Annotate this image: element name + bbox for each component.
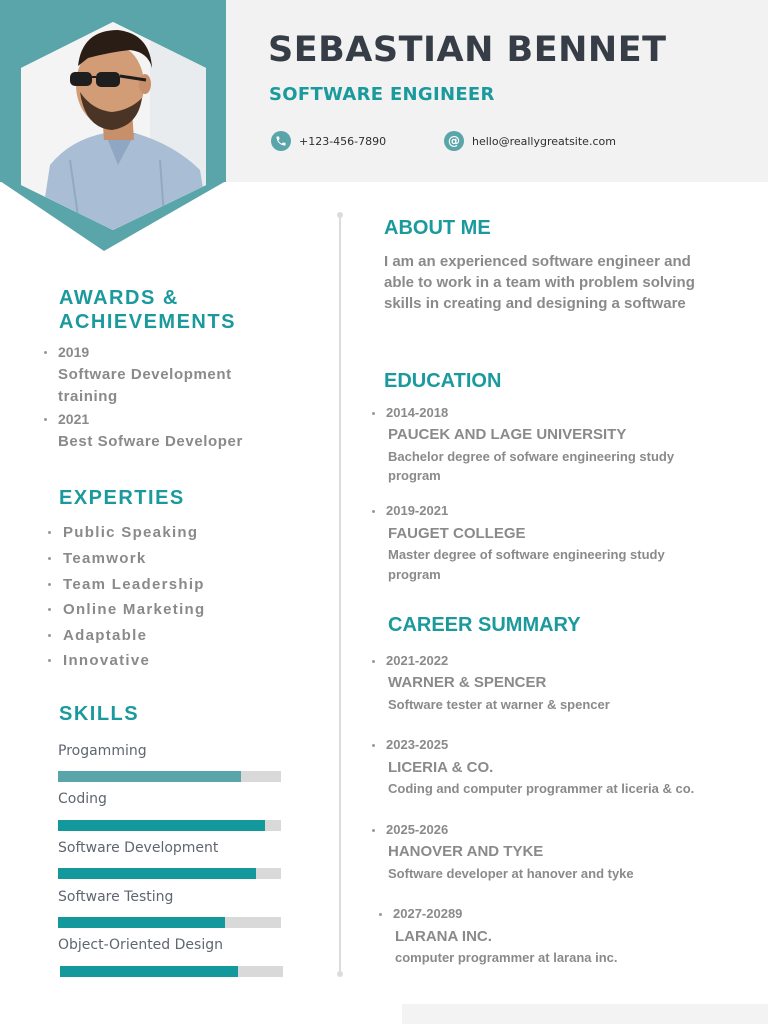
award-year: 2019 (58, 344, 90, 360)
education-years: 2014-2018 (386, 405, 449, 420)
bullet (372, 744, 375, 747)
phone-icon (271, 131, 291, 151)
skill-bar (60, 966, 283, 977)
bullet (379, 913, 382, 916)
bullet (48, 634, 51, 637)
expertise-item: Online Marketing (63, 601, 206, 618)
awards-title-line2: ACHIEVEMENTS (59, 311, 236, 333)
education-title: EDUCATION (384, 370, 502, 392)
skill-bar-fill (58, 820, 265, 831)
phone-number: +123-456-7890 (299, 134, 387, 148)
skill-bar-fill (58, 917, 225, 928)
profile-photo (0, 0, 226, 252)
career-description: Software developer at hanover and tyke (388, 866, 634, 881)
column-divider (339, 216, 341, 974)
career-description: Software tester at warner & spencer (388, 697, 610, 712)
skill-bar (58, 820, 281, 831)
bullet (372, 510, 375, 513)
skills-title: SKILLS (59, 703, 140, 725)
skill-label: Progamming (58, 743, 147, 759)
education-institution: PAUCEK AND LAGE UNIVERSITY (388, 426, 627, 443)
expertise-item: Adaptable (63, 627, 148, 644)
career-years: 2023-2025 (386, 737, 449, 752)
skill-bar (58, 868, 281, 879)
bullet (372, 660, 375, 663)
bullet (372, 412, 375, 415)
skill-label: Software Development (58, 840, 219, 856)
career-company: LARANA INC. (395, 928, 492, 945)
award-year: 2021 (58, 411, 90, 427)
divider-dot-bottom (337, 971, 343, 977)
bullet (48, 583, 51, 586)
career-title: CAREER SUMMARY (388, 614, 581, 636)
education-description-cont: program (388, 567, 441, 582)
education-institution: FAUGET COLLEGE (388, 525, 526, 542)
bullet (48, 531, 51, 534)
career-years: 2027-20289 (393, 906, 463, 921)
job-title: SOFTWARE ENGINEER (269, 84, 495, 105)
awards-title-line1: AWARDS & (59, 287, 179, 309)
bullet (48, 557, 51, 560)
career-company: WARNER & SPENCER (388, 674, 547, 691)
education-description: Master degree of software engineering study (388, 547, 665, 562)
award-name: Software Development (58, 366, 232, 383)
skill-label: Object-Oriented Design (58, 937, 223, 953)
bullet (44, 351, 47, 354)
career-years: 2021-2022 (386, 653, 449, 668)
skill-label: Software Testing (58, 889, 174, 905)
experties-title: EXPERTIES (59, 487, 185, 509)
education-description-cont: program (388, 468, 441, 483)
bullet (44, 418, 47, 421)
awards-title (59, 286, 236, 334)
person-name: SEBASTIAN BENNET (268, 30, 667, 70)
about-text: I am an experienced software engineer and able to work in a team with problem solving skills in creating and designing a software (384, 253, 695, 312)
expertise-item: Teamwork (63, 550, 147, 567)
bullet (48, 608, 51, 611)
education-years: 2019-2021 (386, 503, 449, 518)
about-title: ABOUT ME (384, 217, 491, 239)
expertise-item: Team Leadership (63, 576, 205, 593)
career-company: LICERIA & CO. (388, 759, 494, 776)
at-sign-icon: @ (444, 131, 464, 151)
career-company: HANOVER AND TYKE (388, 843, 544, 860)
award-name: Best Sofware Developer (58, 433, 243, 450)
footer-band (402, 1004, 768, 1024)
skill-bar-fill (60, 966, 238, 977)
phone-contact (271, 131, 386, 151)
skill-label: Coding (58, 791, 107, 807)
divider-dot-top (337, 212, 343, 218)
email-contact (444, 131, 616, 151)
expertise-item: Public Speaking (63, 524, 199, 541)
career-description: Coding and computer programmer at liceria & co. (388, 781, 695, 796)
email-address: hello@reallygreatsite.com (472, 134, 616, 148)
award-name-cont: training (58, 388, 118, 405)
skill-bar (58, 771, 281, 782)
career-description: computer programmer at larana inc. (395, 950, 618, 965)
skill-bar-fill (58, 868, 256, 879)
expertise-item: Innovative (63, 652, 151, 669)
career-years: 2025-2026 (386, 822, 449, 837)
skill-bar (58, 917, 281, 928)
education-description: Bachelor degree of sofware engineering study (388, 449, 675, 464)
bullet (48, 659, 51, 662)
skill-bar-fill (58, 771, 241, 782)
bullet (372, 829, 375, 832)
